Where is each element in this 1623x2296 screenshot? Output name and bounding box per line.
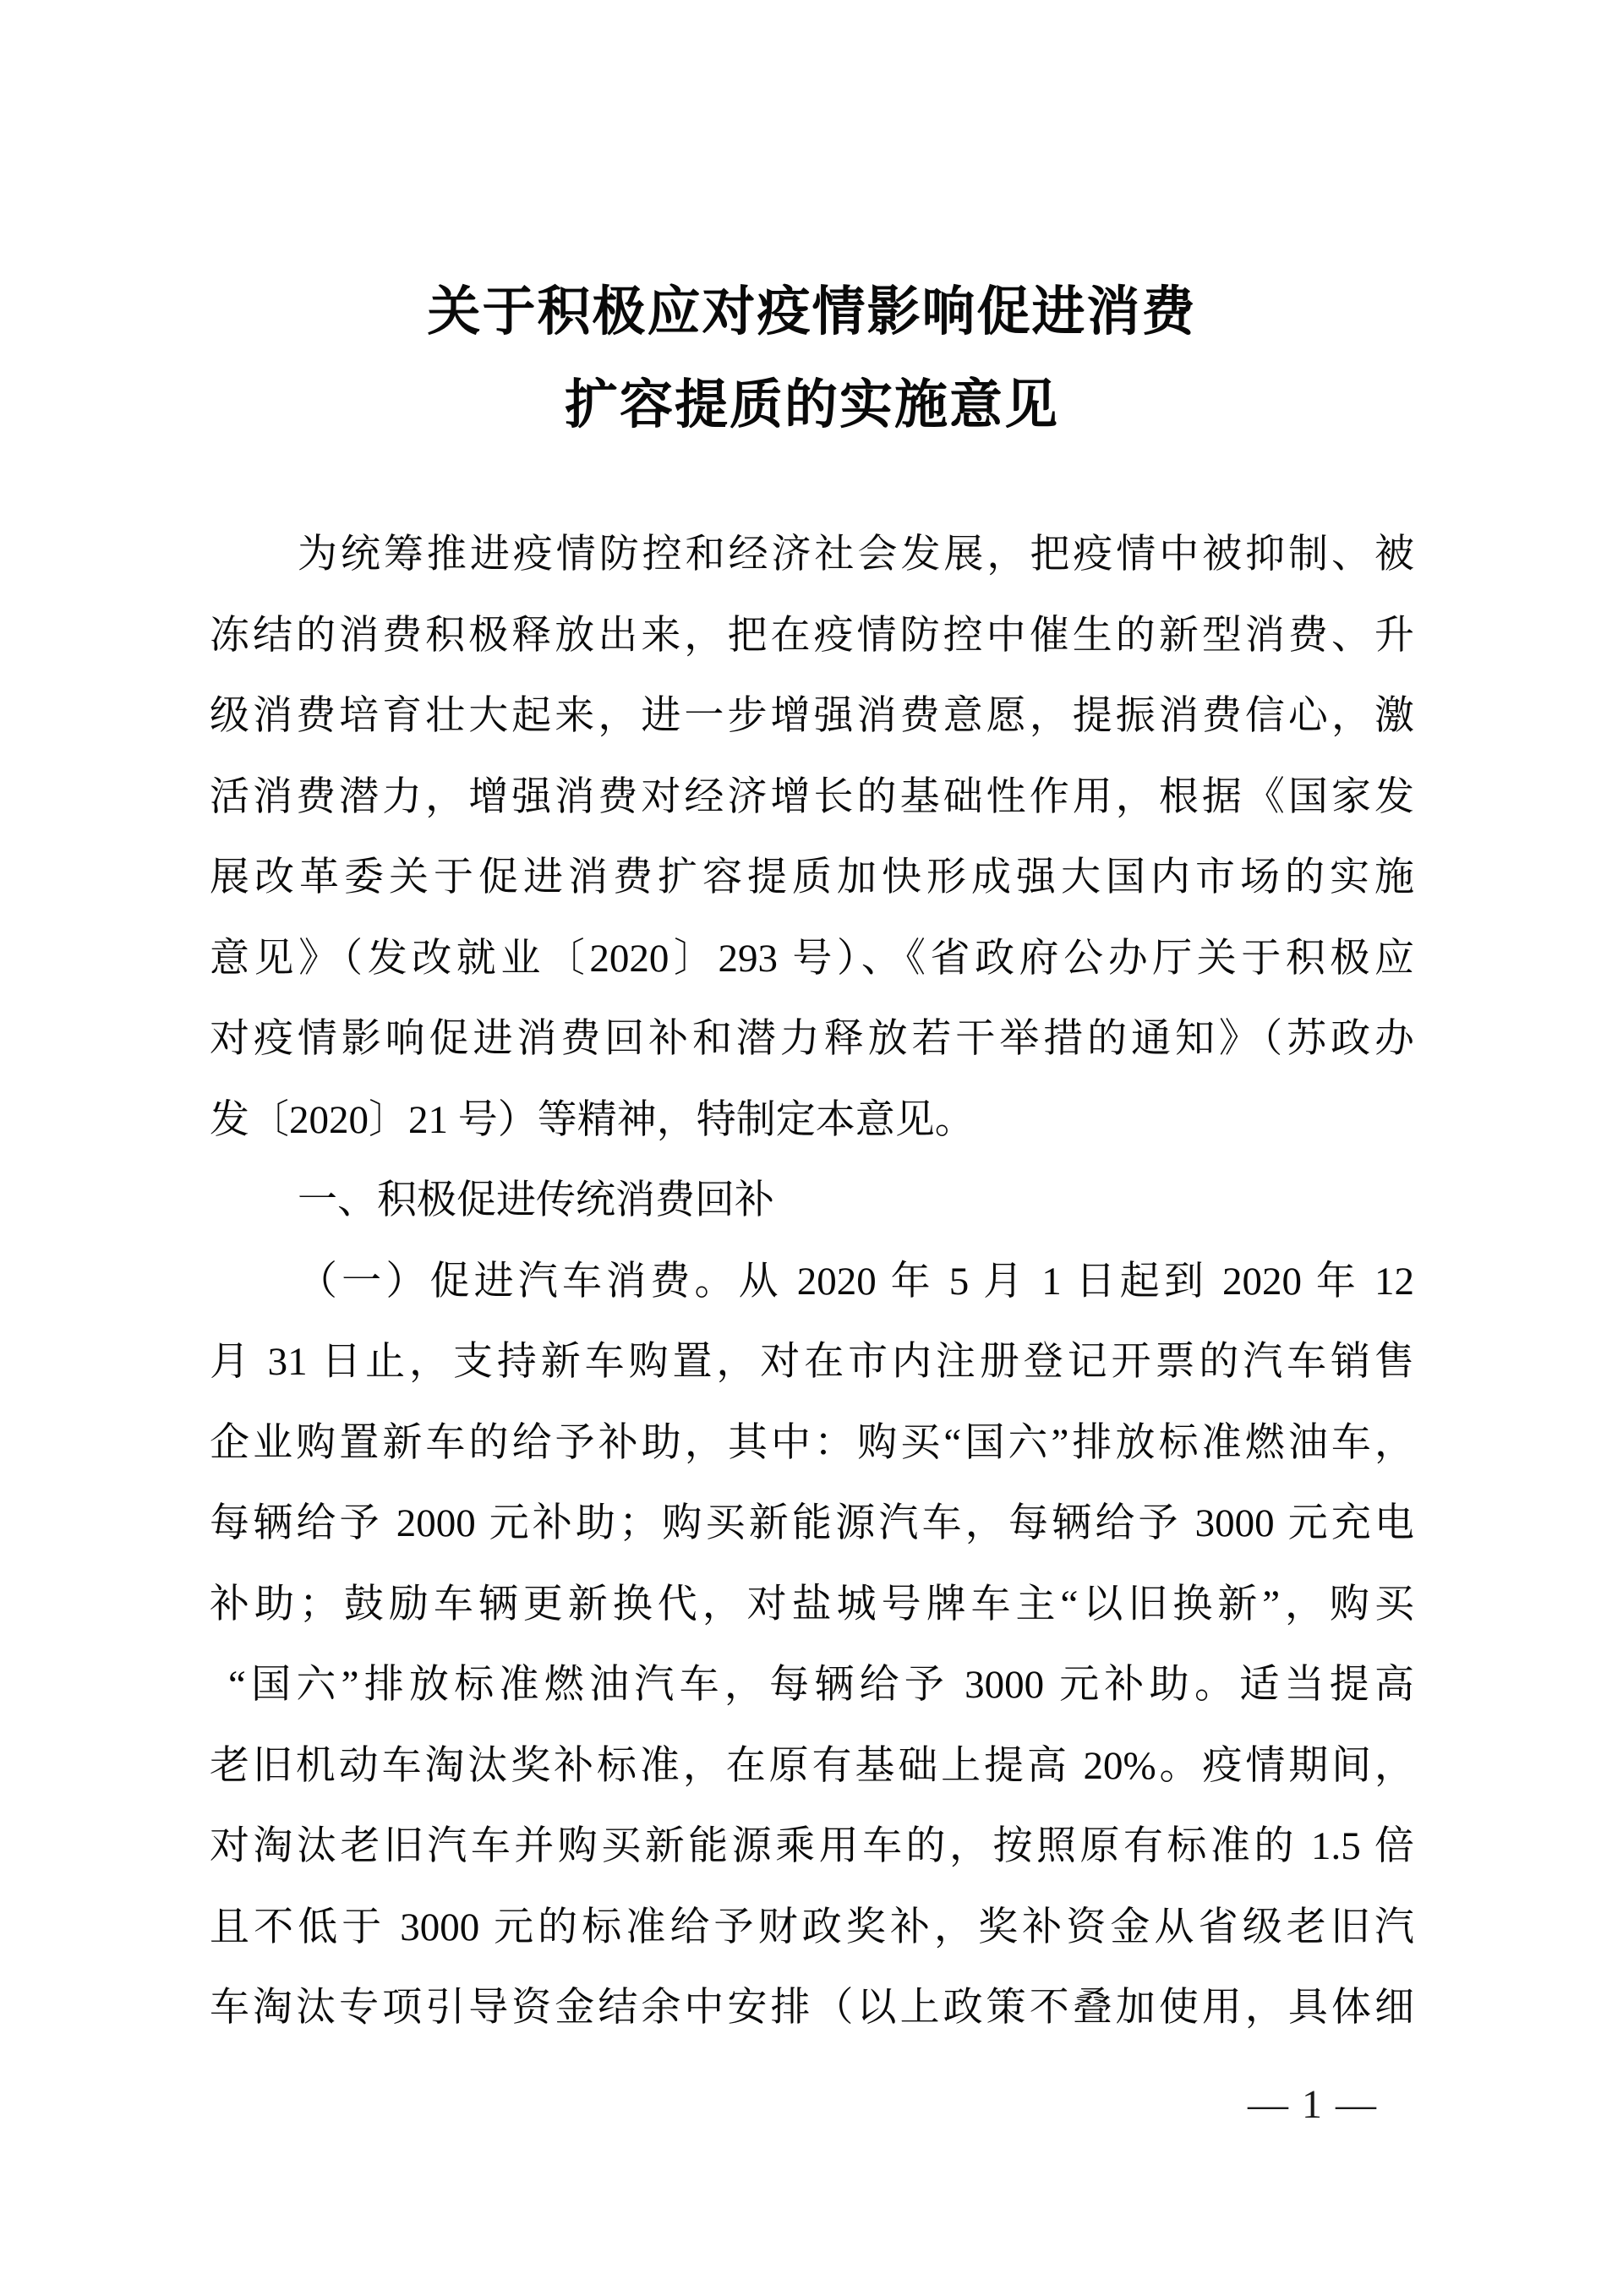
body-line: 冻结的消费积极释放出来，把在疫情防控中催生的新型消费、升 <box>210 613 1414 658</box>
body-line: 企业购置新车的给予补助，其中：购买“国六”排放标准燃油车， <box>210 1420 1414 1465</box>
body-line: 为统筹推进疫情防控和经济社会发展，把疫情中被抑制、被 <box>298 533 1414 577</box>
body-line: 且不低于 3000 元的标准给予财政奖补，奖补资金从省级老旧汽 <box>210 1905 1414 1949</box>
body-line: 对淘汰老旧汽车并购买新能源乘用车的，按照原有标准的 1.5 倍 <box>210 1824 1414 1868</box>
body-line: 发〔2020〕21 号）等精神，特制定本意见。 <box>210 1097 975 1142</box>
body-line: 每辆给予 2000 元补助；购买新能源汽车，每辆给予 3000 元充电 <box>210 1501 1414 1545</box>
page-number: — 1 — <box>1248 2082 1378 2127</box>
body-line: 展改革委关于促进消费扩容提质加快形成强大国内市场的实施 <box>210 856 1414 899</box>
section-heading: 一、积极促进传统消费回补 <box>298 1178 774 1222</box>
body-line: 老旧机动车淘汰奖补标准，在原有基础上提高 20%。疫情期间， <box>210 1743 1414 1788</box>
document-title <box>210 265 1414 451</box>
document-title-line-1: 关于积极应对疫情影响促进消费 <box>427 282 1197 342</box>
body-line: “国六”排放标准燃油汽车，每辆给予 3000 元补助。适当提高 <box>228 1663 1414 1707</box>
body-line: 月 31 日止，支持新车购置，对在市内注册登记开票的汽车销售 <box>210 1340 1414 1384</box>
body-line: （一）促进汽车消费。从 2020 年 5 月 1 日起到 2020 年 12 <box>298 1259 1414 1304</box>
body-line: 意见》（发改就业〔2020〕293 号）、《省政府公办厅关于积极应 <box>210 936 1414 981</box>
document-title-line-2: 扩容提质的实施意见 <box>565 375 1059 435</box>
document-body <box>210 515 1414 2049</box>
body-line: 补助；鼓励车辆更新换代，对盐城号牌车主“以旧换新”，购买 <box>210 1582 1414 1626</box>
body-line: 活消费潜力，增强消费对经济增长的基础性作用，根据《国家发 <box>210 774 1414 819</box>
body-line: 车淘汰专项引导资金结余中安排（以上政策不叠加使用，具体细 <box>210 1986 1414 2030</box>
body-line: 级消费培育壮大起来，进一步增强消费意愿，提振消费信心，激 <box>210 694 1414 738</box>
body-line: 对疫情影响促进消费回补和潜力释放若干举措的通知》（苏政办 <box>210 1017 1414 1061</box>
